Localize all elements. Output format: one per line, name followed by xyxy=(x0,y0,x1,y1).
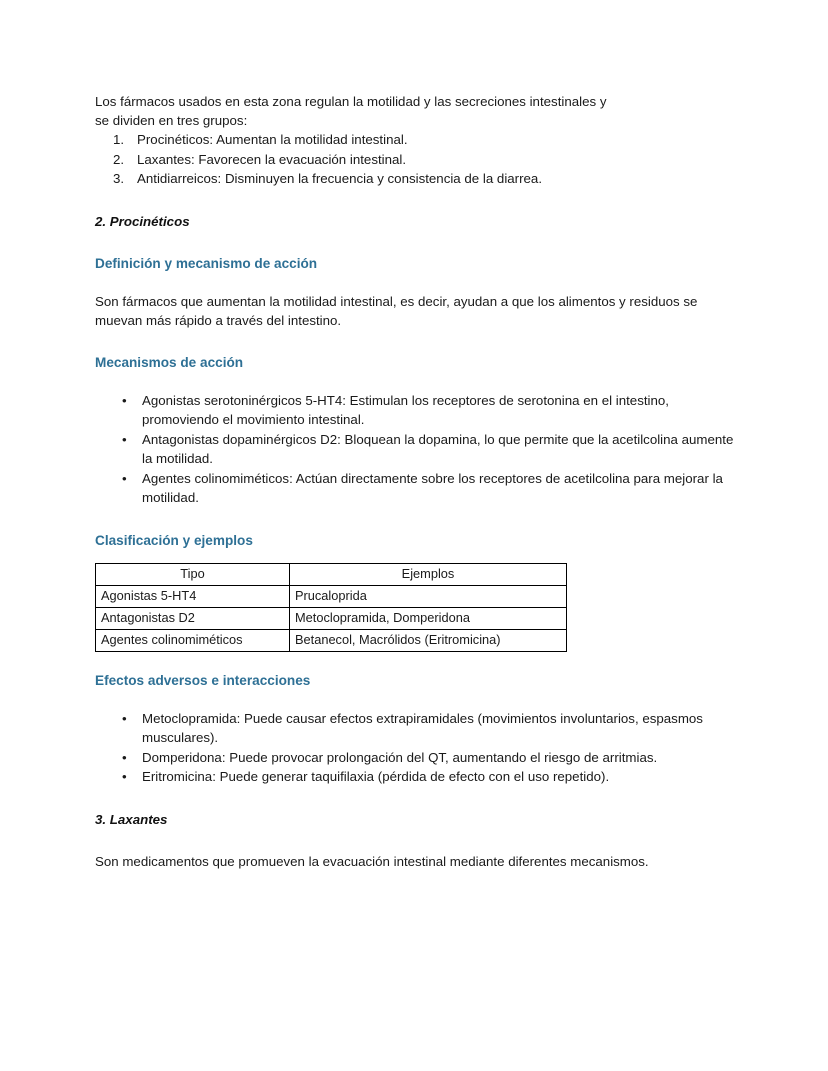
intro-paragraph-line1: Los fármacos usados en esta zona regulan la motilidad y las secreciones intestinales y xyxy=(95,94,607,109)
section-heading-procineticos: 2. Procinéticos xyxy=(95,213,190,229)
list-marker: 1. xyxy=(113,132,125,147)
spacer xyxy=(95,787,735,810)
bullet-icon: • xyxy=(122,392,127,408)
table-cell-tipo: Antagonistas D2 xyxy=(96,607,290,629)
clasificacion-table xyxy=(95,563,567,652)
list-item-label: Antagonistas dopaminérgicos D2: Bloquean la dopamina, lo que permite que la acetilcolina aumente la motilidad. xyxy=(142,431,734,466)
subheading-definicion: Definición y mecanismo de acción xyxy=(95,255,318,271)
table-row xyxy=(96,585,567,607)
bullet-icon: • xyxy=(122,749,127,765)
list-marker: 3. xyxy=(113,171,125,186)
list-item xyxy=(95,767,735,787)
table-cell-ejemplos: Prucaloprida xyxy=(290,585,567,607)
spacer xyxy=(95,829,735,852)
table-cell-ejemplos: Betanecol, Macrólidos (Eritromicina) xyxy=(290,629,567,651)
table-column-header-tipo: Tipo xyxy=(96,563,290,585)
bullet-icon: • xyxy=(122,769,127,784)
list-item xyxy=(95,150,735,170)
spacer xyxy=(95,652,735,671)
list-item xyxy=(95,130,735,150)
list-item-label: Agentes colinomiméticos: Actúan directamente sobre los receptores de acetilcolina para mejorar la motilidad. xyxy=(142,470,723,505)
intro-paragraph-line2: se dividen en tres grupos: xyxy=(95,113,248,128)
spacer xyxy=(95,372,735,391)
table-column-header-ejemplos: Ejemplos xyxy=(290,563,567,585)
table-cell-ejemplos: Metoclopramida, Domperidona xyxy=(290,607,567,629)
list-item-label: Domperidona: Puede provocar prolongación del QT, aumentando el riesgo de arritmias. xyxy=(142,749,658,765)
list-item xyxy=(95,469,735,508)
list-item-label: Eritromicina: Puede generar taquifilaxia (pérdida de efecto con el uso repetido). xyxy=(142,769,610,784)
spacer xyxy=(95,550,735,563)
spacer xyxy=(95,273,735,292)
subheading-efectos: Efectos adversos e interacciones xyxy=(95,672,311,688)
list-item xyxy=(95,430,735,469)
paragraph-definicion: Son fármacos que aumentan la motilidad intestinal, es decir, ayudan a que los alimentos y residuos se muevan más rápido a través del intestino. xyxy=(95,293,698,328)
bullet-icon: • xyxy=(122,470,127,486)
spacer xyxy=(95,189,735,212)
spacer xyxy=(95,231,735,254)
table-row xyxy=(96,629,567,651)
list-item xyxy=(95,391,735,430)
list-item xyxy=(95,748,735,768)
bullet-icon: • xyxy=(122,431,127,447)
list-item-label: Metoclopramida: Puede causar efectos extrapiramidales (movimientos involuntarios, espasmos musculares). xyxy=(142,710,703,745)
list-item-label: Antidiarreicos: Disminuyen la frecuencia y consistencia de la diarrea. xyxy=(137,171,543,186)
list-marker: 2. xyxy=(113,151,125,167)
section-heading-laxantes: 3. Laxantes xyxy=(95,811,168,827)
list-item-label: Laxantes: Favorecen la evacuación intestinal. xyxy=(137,151,407,167)
list-item-label: Agonistas serotoninérgicos 5-HT4: Estimulan los receptores de serotonina en el intestino, promoviendo el movimiento intestinal. xyxy=(142,392,669,427)
table-header-row xyxy=(96,563,567,585)
list-item xyxy=(95,709,735,748)
list-item-label: Procinéticos: Aumentan la motilidad intestinal. xyxy=(137,132,408,147)
document-content xyxy=(95,92,735,871)
paragraph-laxantes: Son medicamentos que promueven la evacuación intestinal mediante diferentes mecanismos. xyxy=(95,853,649,869)
bullet-icon: • xyxy=(122,710,127,726)
intro-numbered-list xyxy=(95,130,735,189)
spacer xyxy=(95,690,735,709)
spacer xyxy=(95,508,735,531)
subheading-clasificacion: Clasificación y ejemplos xyxy=(95,532,253,548)
table-cell-tipo: Agentes colinomiméticos xyxy=(96,629,290,651)
table-cell-tipo: Agonistas 5-HT4 xyxy=(96,585,290,607)
subheading-mecanismos: Mecanismos de acción xyxy=(95,354,244,370)
efectos-bullet-list xyxy=(95,709,735,787)
spacer xyxy=(95,330,735,353)
mecanismos-bullet-list xyxy=(95,391,735,508)
list-item xyxy=(95,169,735,189)
table-row xyxy=(96,607,567,629)
